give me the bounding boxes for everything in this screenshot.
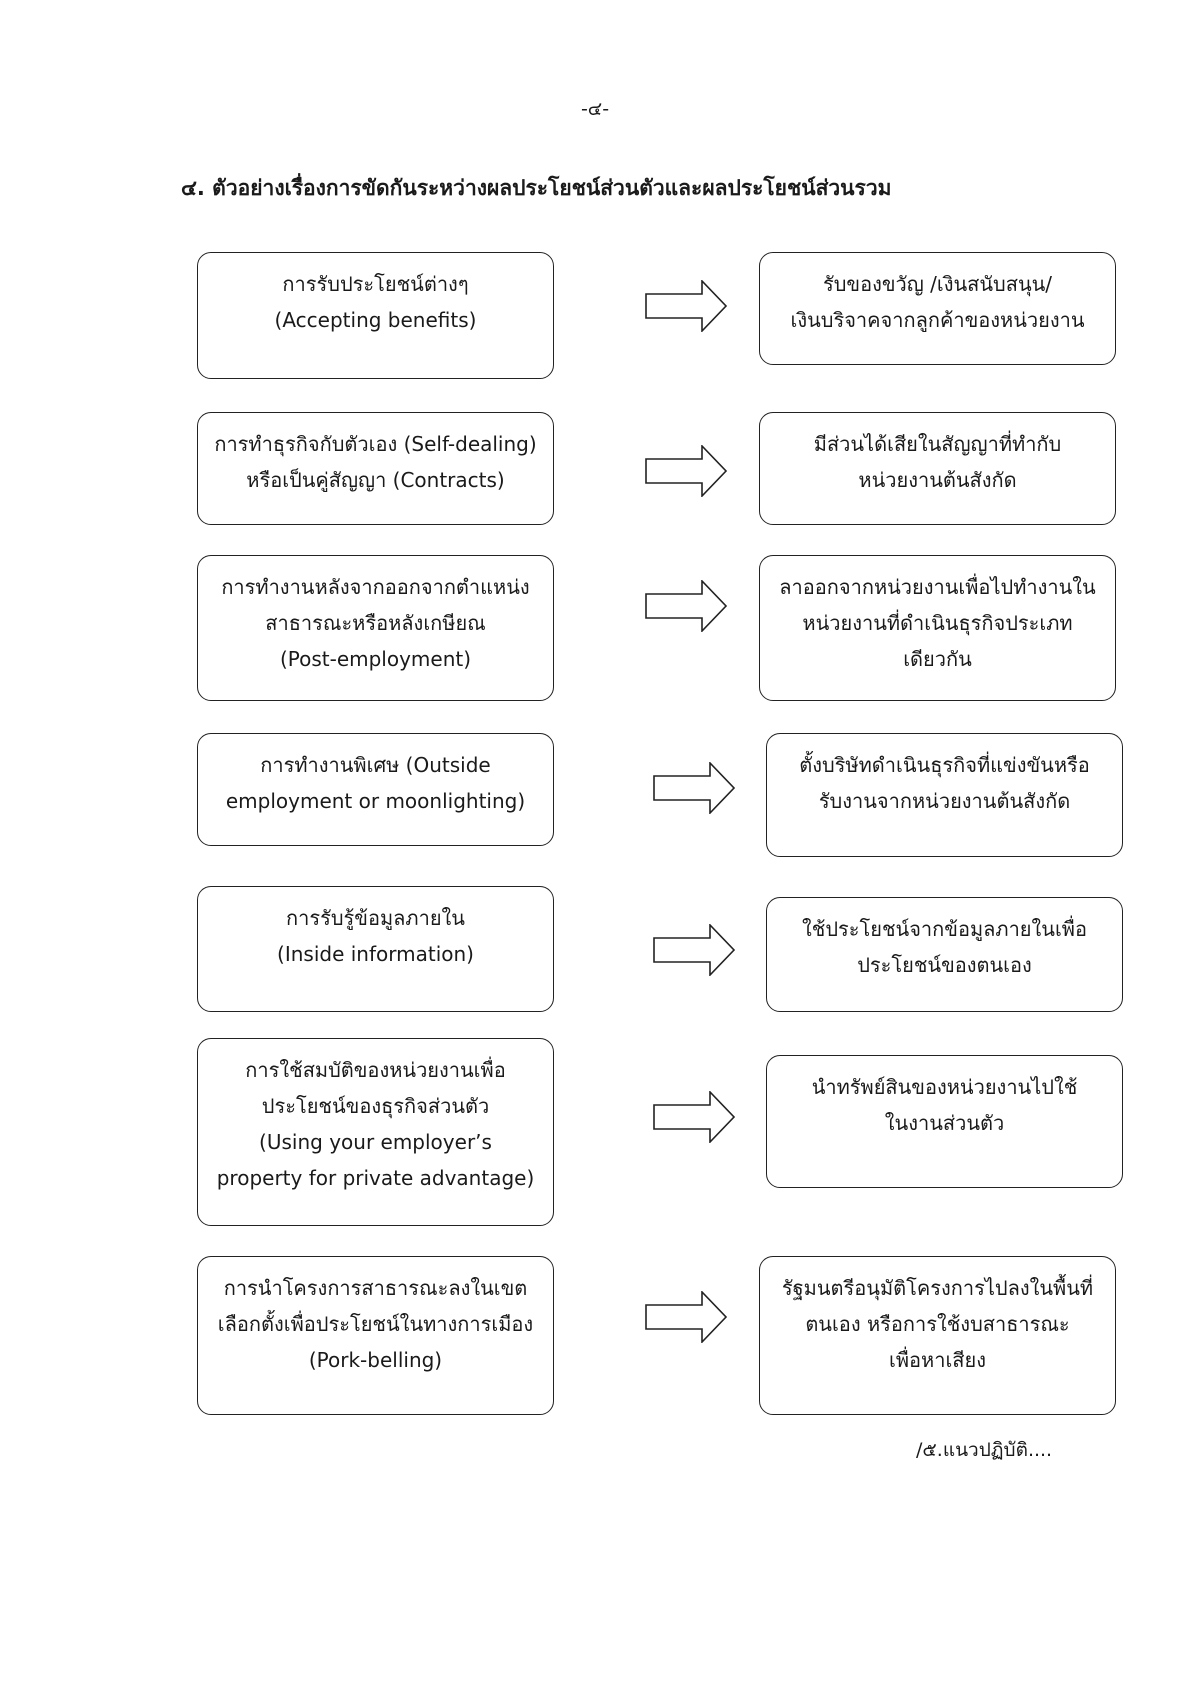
concept-line: (Using your employer’s: [259, 1130, 492, 1154]
example-line: รัฐมนตรีอนุมัติโครงการไปลงในพื้นที่: [781, 1276, 1094, 1300]
right-arrow-icon: [653, 762, 735, 814]
concept-box-pork-barrelling: [197, 1256, 554, 1415]
concept-line: การทำงานหลังจากออกจากตำแหน่ง: [221, 575, 530, 599]
concept-line: การทำธุรกิจกับตัวเอง (Self-dealing): [214, 432, 537, 456]
example-line: มีส่วนได้เสียในสัญญาที่ทำกับ: [813, 432, 1062, 456]
concept-line: (Inside information): [277, 942, 474, 966]
right-arrow-icon: [653, 1091, 735, 1143]
concept-line: property for private advantage): [216, 1166, 535, 1190]
concept-box-self-dealing: [197, 412, 554, 525]
concept-line: สาธารณะหรือหลังเกษียณ: [265, 611, 486, 635]
concept-line: employment or moonlighting): [225, 789, 526, 813]
example-box-accepting-benefits: [759, 252, 1116, 365]
concept-line: การใช้สมบัติของหน่วยงานเพื่อ: [245, 1058, 506, 1082]
concept-line: การรับรู้ข้อมูลภายใน: [286, 906, 465, 930]
concept-box-post-employment: [197, 555, 554, 701]
example-box-outside-employment: [766, 733, 1123, 857]
example-box-using-employer-property: [766, 1055, 1123, 1188]
concept-box-using-employer-property: [197, 1038, 554, 1226]
concept-line: การทำงานพิเศษ (Outside: [260, 753, 491, 777]
example-line: หน่วยงานต้นสังกัด: [858, 468, 1017, 492]
right-arrow-icon: [645, 580, 727, 632]
concept-line: (Accepting benefits): [274, 308, 477, 332]
concept-line: เลือกตั้งเพื่อประโยชน์ในทางการเมือง: [217, 1312, 534, 1336]
concept-line: (Post-employment): [279, 647, 472, 671]
section-heading: ๔. ตัวอย่างเรื่องการขัดกันระหว่างผลประโยชน์ส่วนตัวและผลประโยชน์ส่วนรวม: [181, 176, 892, 200]
concept-box-accepting-benefits: [197, 252, 554, 379]
example-line: ตั้งบริษัทดำเนินธุรกิจที่แข่งขันหรือ: [799, 753, 1090, 777]
example-line: เงินบริจาคจากลูกค้าของหน่วยงาน: [790, 308, 1085, 332]
example-line: ในงานส่วนตัว: [884, 1111, 1005, 1135]
example-line: เพื่อหาเสียง: [889, 1348, 986, 1372]
continuation-note: /๕.แนวปฏิบัติ....: [916, 1439, 1053, 1461]
example-box-inside-information: [766, 897, 1123, 1012]
example-line: ใช้ประโยชน์จากข้อมูลภายในเพื่อ: [801, 917, 1087, 941]
concept-line: การนำโครงการสาธารณะลงในเขต: [223, 1276, 528, 1300]
example-line: รับของขวัญ /เงินสนับสนุน/: [822, 272, 1053, 296]
right-arrow-icon: [653, 924, 735, 976]
example-line: รับงานจากหน่วยงานต้นสังกัด: [818, 789, 1071, 813]
right-arrow-icon: [645, 445, 727, 497]
right-arrow-icon: [645, 280, 727, 332]
right-arrow-icon: [645, 1291, 727, 1343]
example-line: หน่วยงานที่ดำเนินธุรกิจประเภท: [802, 611, 1073, 635]
example-line: ลาออกจากหน่วยงานเพื่อไปทำงานใน: [779, 575, 1096, 599]
concept-line: หรือเป็นคู่สัญญา (Contracts): [246, 468, 505, 492]
concept-line: (Pork-belling): [308, 1348, 443, 1372]
page-number: -๔-: [580, 98, 610, 120]
concept-box-inside-information: [197, 886, 554, 1012]
example-line: นำทรัพย์สินของหน่วยงานไปใช้: [811, 1075, 1078, 1099]
concept-line: ประโยชน์ของธุรกิจส่วนตัว: [261, 1094, 490, 1118]
example-box-self-dealing: [759, 412, 1116, 525]
concept-box-outside-employment: [197, 733, 554, 846]
concept-line: การรับประโยชน์ต่างๆ: [282, 272, 469, 296]
example-line: ตนเอง หรือการใช้งบสาธารณะ: [805, 1312, 1070, 1336]
example-line: ประโยชน์ของตนเอง: [857, 953, 1032, 977]
example-line: เดียวกัน: [903, 647, 972, 671]
example-box-post-employment: [759, 555, 1116, 701]
example-box-pork-barrelling: [759, 1256, 1116, 1415]
